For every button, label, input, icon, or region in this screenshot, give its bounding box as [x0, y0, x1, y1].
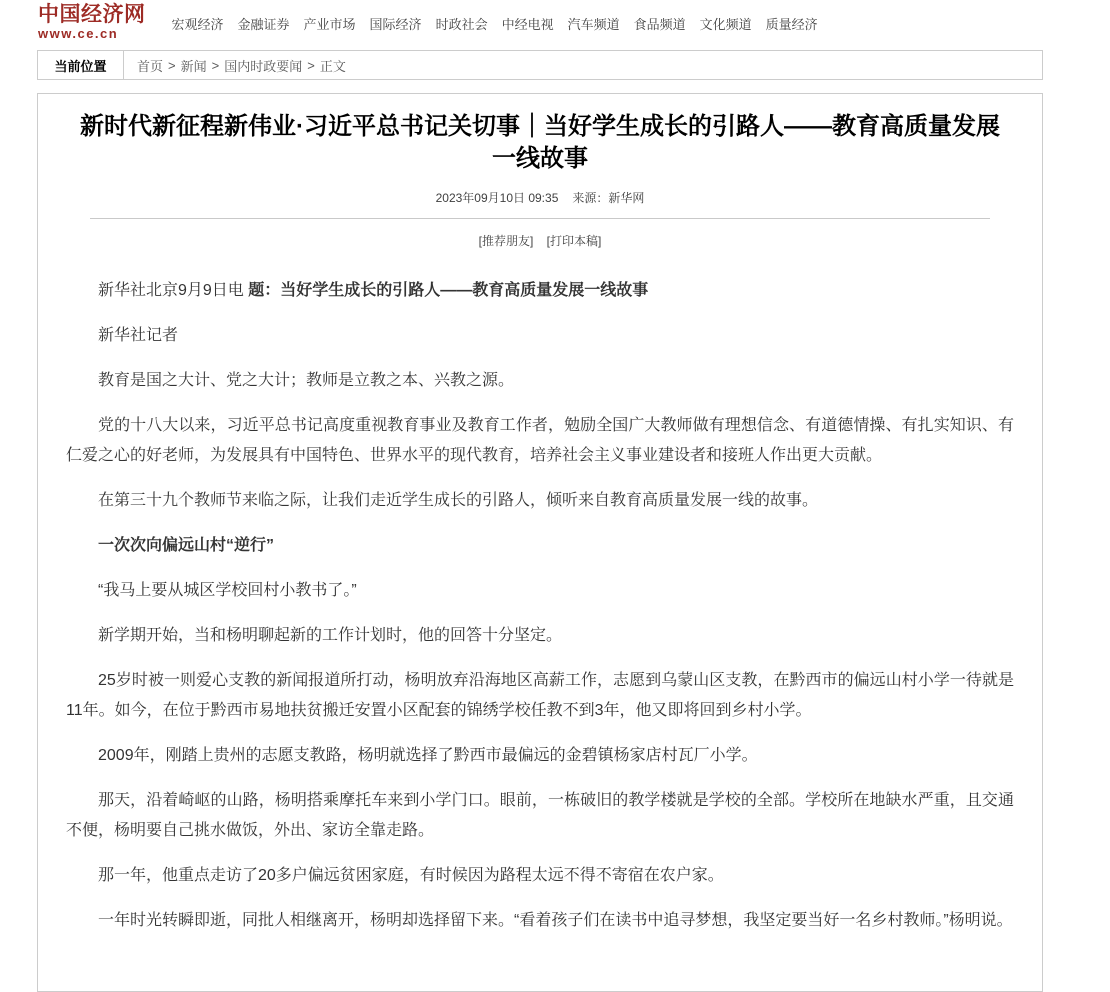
article-paragraph: 新华社北京9月9日电 题：当好学生成长的引路人——教育高质量发展一线故事 [98, 282, 649, 300]
breadcrumb-item-3[interactable]: 国内时政要闻 [224, 58, 303, 74]
article-paragraph: “我马上要从城区学校回村小教书了。” [98, 582, 357, 600]
breadcrumb-trail [124, 51, 346, 79]
top-bar [0, 0, 1110, 50]
top-nav [172, 4, 818, 33]
breadcrumb-separator: > [211, 57, 220, 73]
site-logo-url: www.ce.cn [38, 26, 119, 41]
article-paragraph: 2009年，刚踏上贵州的志愿支教路，杨明就选择了黔西市最偏远的金碧镇杨家店村瓦厂小学。 [98, 747, 758, 765]
nav-link-4[interactable]: 国际经济 [369, 17, 422, 32]
article-source[interactable]: 来源：新华网 [572, 191, 645, 206]
article-paragraph: 那天，沿着崎岖的山路，杨明搭乘摩托车来到小学门口。眼前，一栋破旧的教学楼就是学校的全部。学校所在地缺水严重，且交通不便，杨明要自己挑水做饭，外出、家访全靠走路。 [66, 792, 1014, 840]
article-paragraph: 新华社记者 [98, 327, 179, 345]
article-meta [66, 189, 1014, 206]
article-paragraph: 新学期开始，当和杨明聊起新的工作计划时，他的回答十分坚定。 [98, 627, 563, 645]
nav-link-7[interactable]: 汽车频道 [567, 17, 620, 32]
nav-link-9[interactable]: 文化频道 [699, 17, 752, 32]
recommend-friend-link[interactable]: [推荐朋友] [478, 234, 534, 249]
article-paragraph: 党的十八大以来，习近平总书记高度重视教育事业及教育工作者，勉励全国广大教师做有理想信念、有道德情操、有扎实知识、有仁爱之心的好老师，为发展具有中国特色、世界水平的现代教育，培养社会主义事业建设者和接班人作出更大贡献。 [66, 417, 1014, 465]
site-logo[interactable] [38, 4, 146, 40]
nav-link-2[interactable]: 金融证券 [237, 17, 290, 32]
nav-link-3[interactable]: 产业市场 [303, 17, 356, 32]
article-paragraph: 在第三十九个教师节来临之际，让我们走近学生成长的引路人，倾听来自教育高质量发展一线的故事。 [98, 492, 819, 510]
article-date: 2023年09月10日 09:35 [435, 191, 559, 206]
article-paragraph: 那一年，他重点走访了20多户偏远贫困家庭，有时候因为路程太远不得不寄宿在农户家。 [98, 867, 724, 885]
site-logo-text: 中国经济网 [38, 2, 146, 26]
nav-link-1[interactable]: 宏观经济 [171, 17, 224, 32]
nav-link-6[interactable]: 中经电视 [501, 17, 554, 32]
article-subheading: 一次次向偏远山村“逆行” [98, 537, 275, 555]
nav-link-10[interactable]: 质量经济 [765, 17, 818, 32]
breadcrumb-bar [37, 50, 1043, 80]
nav-link-5[interactable]: 时政社会 [435, 17, 488, 32]
breadcrumb-label: 当前位置 [38, 51, 124, 79]
print-article-link[interactable]: [打印本稿] [546, 234, 602, 249]
nav-link-8[interactable]: 食品频道 [633, 17, 686, 32]
breadcrumb-item-1[interactable]: 首页 [137, 58, 164, 74]
breadcrumb-separator: > [307, 57, 315, 73]
article-container [37, 93, 1043, 992]
article-paragraph: 25岁时被一则爱心支教的新闻报道所打动，杨明放弃沿海地区高薪工作，志愿到乌蒙山区支教，在黔西市的偏远山村小学一待就是11年。如今，在位于黔西市易地扶贫搬迁安置小区配套的锦绣学校任教不到3年，他又即将回到乡村小学。 [66, 672, 1014, 720]
breadcrumb-separator: > [168, 57, 176, 73]
article-paragraph: 教育是国之大计、党之大计；教师是立教之本、兴教之源。 [98, 372, 515, 390]
breadcrumb-item-4: 正文 [319, 58, 346, 74]
article-body [66, 276, 1014, 936]
breadcrumb-item-2[interactable]: 新闻 [180, 58, 207, 74]
meta-separator [90, 218, 990, 219]
article-paragraph: 一年时光转瞬即逝，同批人相继离开，杨明却选择留下来。“看着孩子们在读书中追寻梦想，我坚定要当好一名乡村教师。”杨明说。 [98, 912, 1013, 930]
article-title: 新时代新征程新伟业·习近平总书记关切事｜当好学生成长的引路人——教育高质量发展一线故事 [80, 113, 1000, 172]
article-actions [66, 232, 1014, 249]
